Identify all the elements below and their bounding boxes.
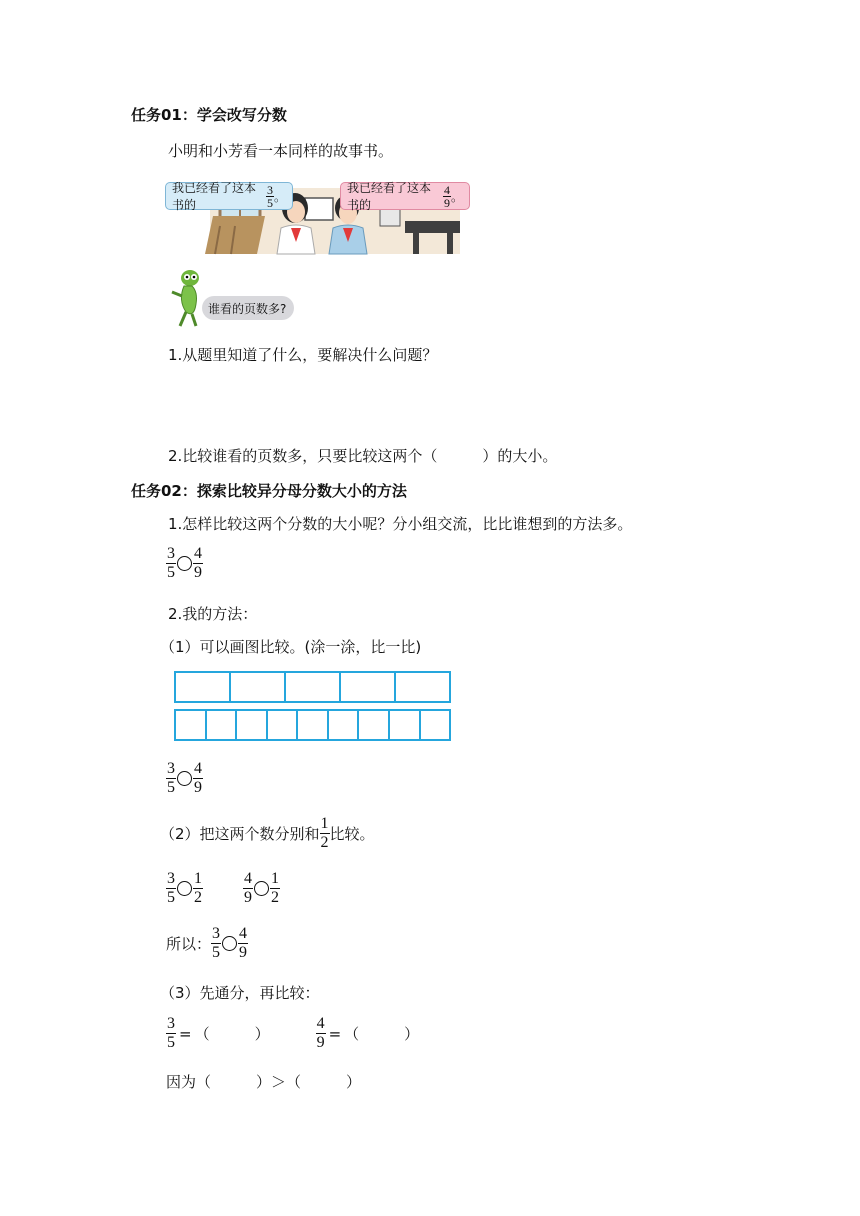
right-bubble-text: 我已经看了这本书的 [347, 181, 432, 212]
task2-question-1: 1.怎样比较这两个分数的大小呢？分小组交流，比比谁想到的方法多。 [168, 515, 633, 533]
task1-question-2: 2.比较谁看的页数多，只要比较这两个（ ）的大小。 [168, 447, 558, 465]
frac-den: 9 [239, 944, 248, 961]
because-mid[interactable]: ）＞（ [211, 1073, 302, 1091]
compare-circle[interactable] [254, 881, 269, 896]
strip-cell[interactable] [286, 673, 341, 701]
strip-cell[interactable] [396, 673, 449, 701]
compare-circle[interactable] [177, 881, 192, 896]
fraction-1-2 [320, 815, 330, 852]
frac-den: 5 [167, 1034, 175, 1051]
so-label: 所以： [166, 935, 212, 953]
mascot-question [168, 268, 298, 330]
strip-cell[interactable] [421, 711, 450, 739]
strip-cell[interactable] [298, 711, 329, 739]
method-2-label [160, 815, 375, 852]
strip-cell[interactable] [268, 711, 299, 739]
frac-den: 5 [167, 779, 175, 796]
because-post[interactable]: ） [301, 1073, 362, 1091]
frac-num: 3 [167, 870, 175, 887]
compare-row-2 [166, 760, 203, 797]
compare-circle[interactable] [177, 771, 192, 786]
method-2-post: 比较。 [329, 825, 375, 843]
fraction-4-9 [193, 545, 203, 582]
fraction-3-5 [166, 870, 176, 907]
frac-num: 1 [194, 870, 202, 887]
strip-cell[interactable] [341, 673, 396, 701]
right-frac-num: 4 [443, 182, 450, 197]
right-bubble-end: 。 [450, 189, 463, 204]
common-denominator-row [166, 1015, 419, 1052]
frac-den: 2 [194, 889, 202, 906]
frac-den: 2 [320, 834, 329, 851]
frac-num: 3 [167, 545, 175, 562]
story-illustration [165, 176, 470, 256]
task2-title: 任务02：探索比较异分母分数大小的方法 [131, 482, 407, 500]
frac-num: 4 [194, 760, 202, 777]
method-3-label: （3）先通分，再比较： [160, 984, 320, 1002]
strip-cell[interactable] [207, 711, 238, 739]
strip-cell[interactable] [390, 711, 421, 739]
task2-question-2: 2.我的方法： [168, 605, 258, 623]
strip-cell[interactable] [176, 673, 231, 701]
compare-circle[interactable] [177, 556, 192, 571]
answer-blank-b[interactable]: （ ） [344, 1025, 420, 1043]
frac-den: 5 [167, 564, 175, 581]
left-speech-bubble [165, 182, 293, 210]
strip-cell[interactable] [359, 711, 390, 739]
strip-cell[interactable] [231, 673, 286, 701]
frac-den: 9 [316, 1034, 325, 1051]
because-row [166, 1071, 361, 1092]
because-pre: 因为（ [166, 1073, 212, 1091]
answer-blank-a[interactable]: （ ） [194, 1025, 270, 1043]
question-bubble-text: 谁看的页数多? [208, 301, 287, 316]
frac-num: 1 [320, 815, 329, 832]
fraction-4-9 [316, 1015, 326, 1052]
right-bubble-fraction [443, 184, 451, 209]
frac-num: 4 [244, 870, 252, 887]
fifths-strip[interactable] [174, 671, 451, 703]
frac-den: 9 [244, 889, 252, 906]
fraction-3-5 [166, 545, 176, 582]
frac-num: 4 [239, 925, 248, 942]
method-2-pre: （2）把这两个数分别和 [160, 825, 320, 843]
left-bubble-fraction [266, 184, 274, 209]
frac-den: 9 [194, 779, 202, 796]
fraction-3-5 [166, 1015, 176, 1052]
right-frac-den: 9 [443, 195, 450, 210]
frac-num: 3 [167, 1015, 175, 1032]
left-frac-num: 3 [266, 182, 273, 197]
frac-num: 3 [212, 925, 221, 942]
ninths-strip[interactable] [174, 709, 451, 741]
fraction-1-2 [193, 870, 203, 907]
fraction-4-9 [243, 870, 253, 907]
fraction-4-9 [193, 760, 203, 797]
task1-title: 任务01：学会改写分数 [131, 106, 287, 124]
fraction-3-5 [166, 760, 176, 797]
compare-circle[interactable] [222, 936, 237, 951]
compare-row-1 [166, 545, 203, 582]
frac-den: 2 [271, 889, 279, 906]
method-1-label: （1）可以画图比较。(涂一涂，比一比) [160, 638, 422, 656]
right-speech-bubble [340, 182, 470, 210]
frac-den: 5 [167, 889, 175, 906]
task1-question-1: 1.从题里知道了什么，要解决什么问题？ [168, 346, 438, 364]
strip-cell[interactable] [329, 711, 360, 739]
equals-sign: = [179, 1024, 192, 1043]
left-bubble-end: 。 [273, 189, 286, 204]
left-frac-den: 5 [266, 195, 273, 210]
strip-cell[interactable] [237, 711, 268, 739]
fraction-4-9 [238, 925, 248, 962]
bug-mascot-icon [168, 268, 208, 330]
frac-num: 4 [194, 545, 202, 562]
question-speech-bubble [202, 296, 294, 320]
frac-num: 1 [271, 870, 279, 887]
compare-half-row [166, 870, 280, 907]
frac-num: 4 [316, 1015, 325, 1032]
task1-intro: 小明和小芳看一本同样的故事书。 [168, 142, 394, 160]
frac-num: 3 [167, 760, 175, 777]
frac-den: 9 [194, 564, 202, 581]
frac-den: 5 [212, 944, 221, 961]
fraction-3-5 [211, 925, 221, 962]
fraction-1-2 [270, 870, 280, 907]
so-row [166, 925, 248, 962]
left-bubble-text: 我已经看了这本书的 [172, 181, 257, 212]
equals-sign: = [328, 1024, 342, 1043]
strip-cell[interactable] [176, 711, 207, 739]
